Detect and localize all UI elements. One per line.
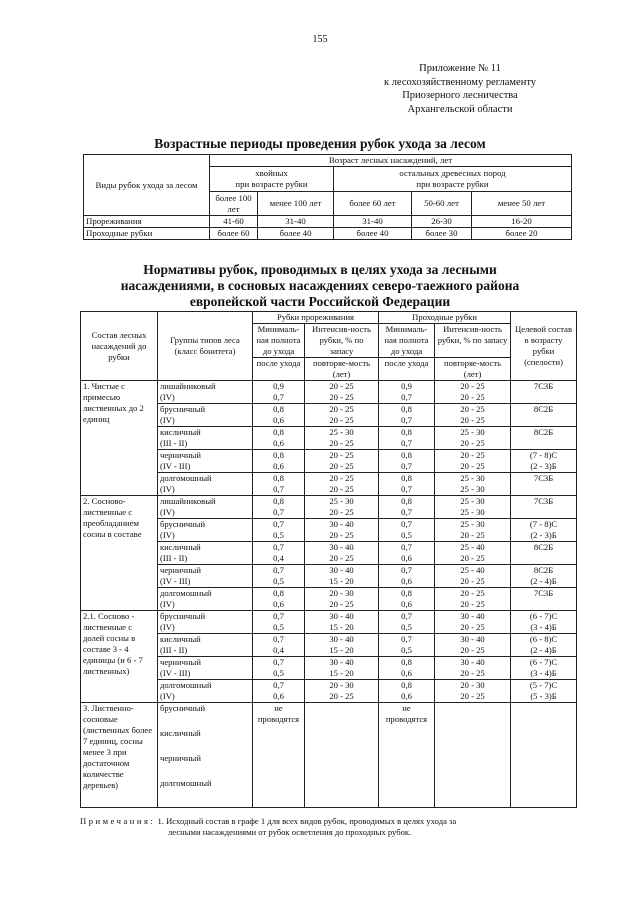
- forest-type-cell: (IV - III): [158, 461, 253, 473]
- target-cell: (6 - 7)С: [511, 611, 577, 623]
- forest-type-cell: кисличный: [158, 728, 253, 753]
- section-label: 1. Чистые с примесью лиственных до 2 единиц: [81, 381, 158, 496]
- col-header: более 100 лет: [210, 192, 258, 216]
- target-cell: 7С3Б: [511, 496, 577, 508]
- not-done-cell: не проводятся: [253, 703, 305, 808]
- value-cell: 0,6: [379, 691, 435, 703]
- target-cell: (3 - 4)Б: [511, 668, 577, 680]
- value-cell: 20 - 30: [305, 588, 379, 600]
- table-cell: более 20: [472, 228, 572, 240]
- value-cell: 25 - 30: [305, 496, 379, 508]
- target-cell: (2 - 4)Б: [511, 576, 577, 588]
- target-cell: (5 - 3)Б: [511, 691, 577, 703]
- appendix-line: Архангельской области: [407, 103, 513, 115]
- empty-cell: [305, 703, 379, 808]
- header-thinning: Рубки прореживания: [253, 312, 379, 324]
- target-cell: [511, 507, 577, 519]
- value-cell: 25 - 40: [435, 565, 511, 577]
- forest-type-cell: брусничный: [158, 611, 253, 623]
- value-cell: 0,6: [379, 668, 435, 680]
- forest-type-cell: кисличный: [158, 542, 253, 554]
- header-after-care: после ухода: [379, 358, 435, 381]
- forest-type-cell: кисличный: [158, 427, 253, 439]
- value-cell: 0,7: [253, 519, 305, 531]
- value-cell: 0,8: [379, 473, 435, 485]
- value-cell: 0,6: [379, 576, 435, 588]
- target-cell: (5 - 7)С: [511, 680, 577, 692]
- value-cell: 20 - 25: [435, 415, 511, 427]
- value-cell: 25 - 30: [435, 519, 511, 531]
- table-row: [81, 611, 577, 623]
- page-number: 155: [312, 34, 328, 45]
- value-cell: 0,5: [253, 668, 305, 680]
- table-cell: 26-30: [412, 216, 472, 228]
- target-cell: (6 - 8)С: [511, 634, 577, 646]
- table-cell: более 30: [412, 228, 472, 240]
- value-cell: 20 - 25: [435, 588, 511, 600]
- target-cell: [511, 599, 577, 611]
- value-cell: 0,5: [379, 530, 435, 542]
- value-cell: 0,6: [253, 438, 305, 450]
- forest-type-cell: (III - II): [158, 645, 253, 657]
- header-intensity: Интенсив-ность рубки, % по запасу: [305, 324, 379, 358]
- header-repeat: повторяе-мость (лет): [305, 358, 379, 381]
- value-cell: 0,6: [253, 691, 305, 703]
- appendix-line: к лесохозяйственному регламенту: [383, 76, 537, 88]
- forest-type-cell: лишайниковый: [158, 496, 253, 508]
- value-cell: 0,4: [253, 553, 305, 565]
- forest-type-cell: (IV): [158, 507, 253, 519]
- forest-type-cell: кисличный: [158, 634, 253, 646]
- value-cell: 0,8: [379, 680, 435, 692]
- value-cell: 25 - 30: [435, 507, 511, 519]
- forest-type-cell: (IV): [158, 599, 253, 611]
- value-cell: 20 - 25: [305, 530, 379, 542]
- value-cell: 0,5: [253, 530, 305, 542]
- table-cell: более 40: [334, 228, 412, 240]
- value-cell: 20 - 25: [435, 622, 511, 634]
- value-cell: 15 - 20: [305, 668, 379, 680]
- notes-heading: Примечания:: [80, 816, 156, 826]
- forest-type-cell: (IV): [158, 392, 253, 404]
- value-cell: 20 - 25: [305, 553, 379, 565]
- value-cell: 0,8: [253, 473, 305, 485]
- forest-type-cell: черничный: [158, 657, 253, 669]
- section-label: 2.1. Сосново - лиственные с долей сосны в составе 3 - 4 единицы (и 6 - 7 лиственных): [81, 611, 158, 703]
- value-cell: 0,7: [253, 484, 305, 496]
- target-cell: (7 - 8)С: [511, 450, 577, 462]
- value-cell: 0,5: [253, 622, 305, 634]
- value-cell: 0,5: [379, 622, 435, 634]
- forest-type-cell: (IV - III): [158, 576, 253, 588]
- header-other-sub: при возрасте рубки: [416, 179, 489, 189]
- value-cell: 0,8: [253, 427, 305, 439]
- value-cell: 0,7: [253, 542, 305, 554]
- value-cell: 20 - 30: [435, 680, 511, 692]
- value-cell: 20 - 25: [305, 461, 379, 473]
- value-cell: 30 - 40: [305, 657, 379, 669]
- value-cell: 0,8: [379, 427, 435, 439]
- target-cell: 8С2Б: [511, 404, 577, 416]
- target-cell: (2 - 4)Б: [511, 645, 577, 657]
- value-cell: 0,8: [253, 404, 305, 416]
- target-cell: 7С3Б: [511, 473, 577, 485]
- header-passage: Проходные рубки: [379, 312, 511, 324]
- value-cell: 0,7: [379, 519, 435, 531]
- forest-type-cell: долгомошный: [158, 778, 253, 808]
- value-cell: 20 - 25: [435, 691, 511, 703]
- value-cell: 0,8: [379, 657, 435, 669]
- empty-cell: [435, 703, 511, 808]
- value-cell: 0,6: [379, 599, 435, 611]
- col-header: 50-60 лет: [412, 192, 472, 216]
- target-cell: [511, 392, 577, 404]
- section-label: 3. Лиственно-сосновые (лиственных более 7 единиц, сосны менее 3 при достаточном количестве деревьев): [81, 703, 158, 808]
- value-cell: 0,9: [253, 381, 305, 393]
- value-cell: 20 - 25: [435, 461, 511, 473]
- value-cell: 0,6: [379, 553, 435, 565]
- target-cell: 7С3Б: [511, 381, 577, 393]
- value-cell: 15 - 20: [305, 622, 379, 634]
- value-cell: 0,5: [379, 645, 435, 657]
- forest-type-cell: (IV - III): [158, 668, 253, 680]
- value-cell: 20 - 25: [435, 381, 511, 393]
- value-cell: 20 - 25: [435, 438, 511, 450]
- value-cell: 0,7: [253, 657, 305, 669]
- value-cell: 20 - 25: [435, 668, 511, 680]
- table-row: [81, 496, 577, 508]
- table-cell: 41-60: [210, 216, 258, 228]
- value-cell: 20 - 25: [305, 450, 379, 462]
- header-conifer: [210, 167, 334, 192]
- title-line: насаждениями, в сосновых насаждениях северо-таежного района: [120, 278, 520, 293]
- value-cell: 0,7: [379, 634, 435, 646]
- header-target: Целевой состав в возрасту рубки (спелости): [511, 312, 577, 381]
- value-cell: 0,9: [379, 381, 435, 393]
- forest-type-cell: черничный: [158, 450, 253, 462]
- value-cell: 20 - 25: [435, 530, 511, 542]
- value-cell: 0,7: [253, 680, 305, 692]
- value-cell: 15 - 20: [305, 576, 379, 588]
- header-conifer-sub: при возрасте рубки: [235, 179, 308, 189]
- target-cell: [511, 553, 577, 565]
- col-header: менее 100 лет: [258, 192, 334, 216]
- not-done-cell: не проводятся: [379, 703, 435, 808]
- target-cell: (3 - 4)Б: [511, 622, 577, 634]
- value-cell: 0,8: [253, 588, 305, 600]
- value-cell: 25 - 30: [435, 484, 511, 496]
- value-cell: 20 - 25: [305, 507, 379, 519]
- value-cell: 0,7: [253, 611, 305, 623]
- value-cell: 20 - 25: [435, 450, 511, 462]
- forest-type-cell: (IV): [158, 691, 253, 703]
- forest-type-cell: долгомошный: [158, 473, 253, 485]
- value-cell: 0,8: [379, 450, 435, 462]
- value-cell: 30 - 40: [305, 634, 379, 646]
- forest-type-cell: (IV): [158, 622, 253, 634]
- target-cell: [511, 484, 577, 496]
- table-cell: более 40: [258, 228, 334, 240]
- header-other: [334, 167, 572, 192]
- value-cell: 20 - 25: [435, 392, 511, 404]
- target-cell: 8С2Б: [511, 542, 577, 554]
- forest-type-cell: долгомошный: [158, 680, 253, 692]
- forest-type-cell: брусничный: [158, 404, 253, 416]
- value-cell: 0,7: [253, 392, 305, 404]
- value-cell: 0,6: [253, 415, 305, 427]
- value-cell: 20 - 25: [305, 599, 379, 611]
- value-cell: 0,7: [379, 484, 435, 496]
- value-cell: 0,7: [379, 507, 435, 519]
- value-cell: 20 - 25: [435, 404, 511, 416]
- value-cell: 30 - 40: [305, 542, 379, 554]
- header-age: Возраст лесных насаждений, лет: [210, 155, 572, 167]
- notes: [80, 816, 580, 838]
- appendix-line: Приложение № 11: [419, 63, 501, 74]
- value-cell: 0,8: [253, 496, 305, 508]
- value-cell: 20 - 25: [435, 599, 511, 611]
- value-cell: 0,6: [253, 599, 305, 611]
- header-composition: Состав лесных насаждений до рубки: [81, 312, 158, 381]
- row-name: Проходные рубки: [84, 228, 210, 240]
- table-cell: 16-20: [472, 216, 572, 228]
- target-cell: 8С2Б: [511, 427, 577, 439]
- value-cell: 30 - 40: [435, 611, 511, 623]
- value-cell: 0,7: [379, 415, 435, 427]
- target-cell: [511, 438, 577, 450]
- value-cell: 0,8: [379, 496, 435, 508]
- value-cell: 20 - 25: [435, 645, 511, 657]
- value-cell: 0,7: [379, 461, 435, 473]
- header-min-density: Минималь-ная полнота до ухода: [253, 324, 305, 358]
- header-intensity: Интенсив-ность рубки, % по запасу: [435, 324, 511, 358]
- value-cell: 20 - 25: [435, 576, 511, 588]
- target-cell: 8С2Б: [511, 565, 577, 577]
- title-line: европейской части Российской Федерации: [189, 294, 451, 309]
- value-cell: 15 - 20: [305, 645, 379, 657]
- forest-type-cell: лишайниковый: [158, 381, 253, 393]
- header-after-care: после ухода: [253, 358, 305, 381]
- target-cell: (7 - 8)С: [511, 519, 577, 531]
- value-cell: 25 - 30: [435, 496, 511, 508]
- value-cell: 20 - 25: [305, 415, 379, 427]
- forest-type-cell: (IV): [158, 484, 253, 496]
- value-cell: 0,4: [253, 645, 305, 657]
- value-cell: 20 - 25: [305, 438, 379, 450]
- value-cell: 0,8: [379, 588, 435, 600]
- value-cell: 30 - 40: [305, 519, 379, 531]
- value-cell: 0,7: [379, 565, 435, 577]
- table-row: [81, 381, 577, 393]
- notes-text: лесными насаждениями от рубок осветления до проходных рубок.: [168, 827, 412, 837]
- row-name: Прореживания: [84, 216, 210, 228]
- value-cell: 0,6: [253, 461, 305, 473]
- value-cell: 20 - 25: [305, 691, 379, 703]
- forest-type-cell: (IV): [158, 530, 253, 542]
- target-cell: (2 - 3)Б: [511, 461, 577, 473]
- value-cell: 20 - 25: [305, 381, 379, 393]
- value-cell: 0,7: [253, 634, 305, 646]
- value-cell: 30 - 40: [305, 565, 379, 577]
- value-cell: 25 - 40: [435, 542, 511, 554]
- header-other-label: остальных древесных пород: [399, 168, 506, 178]
- col-header: более 60 лет: [334, 192, 412, 216]
- table-cell: 31-40: [258, 216, 334, 228]
- header-min-density: Минималь-ная полнота до ухода: [379, 324, 435, 358]
- value-cell: 20 - 25: [305, 392, 379, 404]
- value-cell: 30 - 40: [305, 611, 379, 623]
- forest-type-cell: (IV): [158, 415, 253, 427]
- value-cell: 20 - 25: [305, 473, 379, 485]
- target-cell: [511, 415, 577, 427]
- forest-type-cell: долгомошный: [158, 588, 253, 600]
- header-conifer-label: хвойных: [255, 168, 288, 178]
- table-row: [81, 703, 577, 728]
- value-cell: 20 - 30: [305, 680, 379, 692]
- col-header: менее 50 лет: [472, 192, 572, 216]
- appendix-line: Приозерного лесничества: [402, 90, 518, 101]
- header-cut-types: Виды рубок ухода за лесом: [84, 155, 210, 216]
- value-cell: 0,8: [253, 450, 305, 462]
- forest-type-cell: (III - II): [158, 553, 253, 565]
- age-periods-table: [83, 154, 572, 240]
- thinning-norms-table: [80, 311, 577, 808]
- value-cell: 0,7: [379, 542, 435, 554]
- title-line: Нормативы рубок, проводимых в целях ухода за лесными: [143, 262, 497, 277]
- value-cell: 0,7: [379, 438, 435, 450]
- target-cell: (6 - 7)С: [511, 657, 577, 669]
- forest-type-cell: (III - II): [158, 438, 253, 450]
- notes-text: 1. Исходный состав в графе 1 для всех видов рубок, проводимых в целях ухода за: [157, 816, 457, 826]
- header-forest-groups: Группы типов леса (класс бонитета): [158, 312, 253, 381]
- table2-title: [0, 262, 640, 310]
- empty-cell: [511, 703, 577, 808]
- value-cell: 25 - 30: [435, 473, 511, 485]
- value-cell: 20 - 25: [305, 484, 379, 496]
- table1-title: Возрастные периоды проведения рубок ухода за лесом: [154, 136, 486, 151]
- table-cell: более 60: [210, 228, 258, 240]
- header-repeat: повторяе-мость (лет): [435, 358, 511, 381]
- forest-type-cell: черничный: [158, 565, 253, 577]
- forest-type-cell: брусничный: [158, 519, 253, 531]
- value-cell: 20 - 25: [305, 404, 379, 416]
- value-cell: 0,5: [253, 576, 305, 588]
- value-cell: 0,7: [379, 392, 435, 404]
- forest-type-cell: брусничный: [158, 703, 253, 728]
- value-cell: 25 - 30: [435, 427, 511, 439]
- section-label: 2. Сосново-лиственные с преобладанием сосны в составе: [81, 496, 158, 611]
- value-cell: 0,7: [253, 507, 305, 519]
- target-cell: (2 - 3)Б: [511, 530, 577, 542]
- value-cell: 30 - 40: [435, 657, 511, 669]
- value-cell: 25 - 30: [305, 427, 379, 439]
- value-cell: 0,7: [253, 565, 305, 577]
- forest-type-cell: черничный: [158, 753, 253, 778]
- value-cell: 0,8: [379, 404, 435, 416]
- value-cell: 20 - 25: [435, 553, 511, 565]
- value-cell: 30 - 40: [435, 634, 511, 646]
- appendix-header: [330, 62, 590, 116]
- value-cell: 0,7: [379, 611, 435, 623]
- table-cell: 31-40: [334, 216, 412, 228]
- target-cell: 7С3Б: [511, 588, 577, 600]
